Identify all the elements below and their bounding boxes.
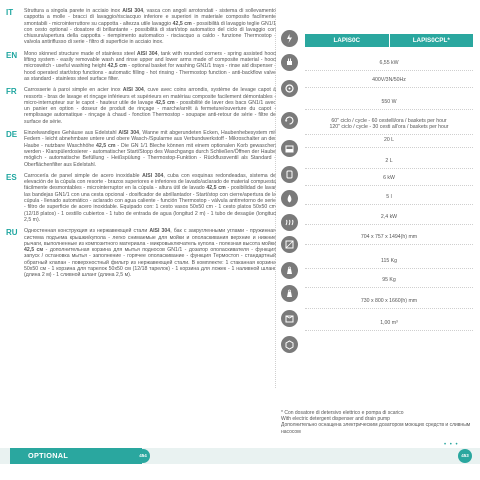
volume-icon [281, 336, 298, 353]
lang-block-en [6, 51, 276, 82]
row-divider [305, 185, 473, 186]
dimensions-icon [281, 236, 298, 253]
row-divider [305, 147, 473, 148]
spec-value: 20 L [383, 137, 395, 143]
lang-text: Одностенная конструкция из нержавеющей стали AISI 304, бак с закругленными углами - пружинная система подъема крышки/купола - легко снимаемые для мойки и ополаскивания верхние и нижние рычаги, выполненные из композитного материала - микровыключатель купола - полезная высота мойки 42,5 см - дополнительная корзина для мытья подносов GN1/1 - дозатор ополаскивателя - функция запуск / остановка мытья - заполнение - горячее ополаскивание - функция Термостоп - стандартный обратный клапан - поверхностный фильтр из нержавеющей стали. В комплекте: 1 стаканная корзина 50x50 см - 1 корзина для тарелок 50x50 см (12/18 тарелок) - 1 корзина для ложек - 1 наливной шланг (длина 2 м) - 1 сливной шланг (длина 2,5 м). [24, 228, 276, 279]
lang-code: EN [6, 50, 18, 60]
spec-value: 60" ciclo / cycle - 60 cestelli/ora / baskets per hour [331, 118, 447, 124]
lang-block-de [6, 130, 276, 168]
footnote-text: * Con dosatore di detersivo elettrico e pompa di scarico With electric detergent dispenser and drain pump Дополнительно оснащена электрическим дозатором моющих средств и сливным насосом [281, 410, 471, 435]
lang-code: RU [6, 228, 18, 238]
column-divider [275, 8, 276, 388]
description-column [6, 8, 276, 284]
column-header-lapis0c: LAPIS0C [333, 37, 361, 44]
lang-block-fr [6, 87, 276, 125]
lang-text: Carrocería de panel simple de acero inoxidable AISI 304, cuba con esquinas redondeadas, sistema de elevación de la cúpula con resorte - brazos superiores e inferiores de lavado/aclarado de material compuesta fácilmente desmontables - microinterruptor en la cúpula - altura útil de lavado 42,5 cm - posibilidad de lavar las bandejas GN1/1 con una cesta opcional - dosificador de abrillantador - Start/stop con cierre/apertura de la cúpula - llenado automático - aclarado con agua caliente - función Thermostop - válvula antirretorno de serie - filtro de superficie de acero inoxidable. Equipado con: 1 cesto vasos 50x50 cm - 1 cesto platos 50x50 cm (12/18 platos) - 1 cestillo cubiertos - 1 tubo de entrada de agua (longitud 2 m) - 1 tubo de desagüe (longitud 2,5 m). [24, 172, 277, 223]
column-header-lapis0cpl: LAPIS0CPL* [412, 37, 450, 44]
spec-value: 704 x 757 x 1494(h) mm [360, 234, 418, 240]
spec-table-header [305, 34, 473, 47]
section-label-optional: OPTIONAL [10, 448, 142, 464]
row-divider [305, 204, 473, 205]
row-divider [305, 109, 473, 110]
decorative-dots: • • • [444, 442, 459, 448]
plug-icon [281, 54, 298, 71]
spec-value: 115 Kg [380, 258, 398, 264]
spec-row [305, 298, 473, 309]
row-divider [305, 330, 473, 331]
page-number-right: 453 [458, 449, 472, 463]
spec-value: 2 L [385, 158, 393, 164]
spec-row [305, 99, 473, 110]
row-divider [305, 134, 473, 135]
row-divider [305, 287, 473, 288]
lang-text: Mono skinned structure made of stainless steel AISI 304, tank with rounded corners - spring assisted hood lifting system - easily removable wash and rinse upper and lower arms made of composite material - hood microswitch - useful washing height 42,5 cm - optional basket for washing GN1/1 trays - rinse aid dispenser - hood operated start/stop functions - automatic filling - hot rinsing - Thermostop function - anti-backflow valve as standard - stainless steel surface filter. [24, 50, 276, 82]
row-divider [305, 308, 473, 309]
spec-row [305, 158, 473, 169]
row-divider [305, 70, 473, 71]
lang-code: FR [6, 87, 17, 97]
spec-value: 5 l [386, 194, 392, 200]
heater-icon [281, 214, 298, 231]
net-weight-icon [281, 285, 298, 302]
row-divider [305, 87, 473, 88]
row-divider [305, 224, 473, 225]
spec-row [305, 118, 473, 135]
spec-row [305, 320, 473, 331]
spec-row [305, 175, 473, 186]
spec-row [305, 77, 473, 88]
spec-value: 6,55 kW [379, 60, 399, 66]
spec-value: 400V/3N/50Hz [372, 77, 406, 83]
lang-text: Einzelwandiges Gehäuse aus Edelstahl AISI 304, Wanne mit abgerundeten Ecken, Haubenhebesystem mit Federn - leicht abnehmbare untere und obere Wasch-/Spularme aus Verbundwerkstoff - Mikroschalter an der Haube - nutzbare Waschhöhe 42,5 cm - Die GN 1/1 Bleche können mit einem optionalen Korb gewaschen werden - Klarspülerdosierer - automatischer Start/Stopp des Waschgangs durch Schließen/Öffnen der Haube möglich - automatische Befüllung - Heißspülung - Thermostop-Funktion - Rückflussventil als Standard - Oberflächenfilter aus Edelstahl. [24, 130, 276, 168]
lang-text: Struttura a singola parete in acciaio inox AISI 304, vasca con angoli arrotondati - sistema di sollevamento cappotta a molle - bracci di lavaggio/risciacquo inferiore e superiori in materiale composito facilmente smontabili - microinterruttore su cappotta - altezza utile lavaggio 42,5 cm - possibilità di lavaggio teglie GN1/1 con cesto optional - dosatore di brillantante - possibilità di start/stop automatico del ciclo di lavaggio con chiusura/apertura della cappotta - riempimento automatico - risciacquo a caldo - funzione Thermostop - valvola antiriflusso di serie - filtro di superficie in acciaio inox. [24, 8, 277, 46]
motor-icon [281, 80, 298, 97]
footnote [281, 410, 471, 435]
spec-row [305, 234, 473, 245]
lang-block-es [6, 173, 276, 223]
spec-row [305, 137, 473, 148]
rinse-icon [281, 190, 298, 207]
tank-icon [281, 140, 298, 157]
lang-block-ru [6, 228, 276, 278]
spec-value: 730 x 800 x 1660(h) mm [360, 298, 418, 304]
spec-row [305, 214, 473, 225]
cycle-icon [281, 112, 298, 129]
spec-row [305, 277, 473, 288]
page-number-left: 454 [136, 449, 150, 463]
spec-value: 6 kW [383, 175, 395, 181]
spec-value: 2,4 kW [380, 214, 398, 220]
spec-row [305, 258, 473, 269]
spec-row [305, 60, 473, 71]
lang-block-it [6, 8, 276, 46]
lang-code: ES [6, 172, 17, 182]
spec-value: 95 Kg [382, 277, 396, 283]
spec-value: 550 W [381, 99, 397, 105]
spec-value: 120" ciclo / cycle - 30 cesti all'ora / baskets per hour [329, 124, 449, 130]
row-divider [305, 268, 473, 269]
boiler-icon [281, 166, 298, 183]
power-icon [281, 30, 298, 47]
lang-text: Carrosserie à paroi simple en acier inox AISI 304, cuve avec coins arrondis, système de levage capot à ressorts - bras de lavage et rinçage inférieurs et supérieurs en matériau composite facilement démontables - micro-interrupteur sur le capot - hauteur utile de lavage 42,5 cm - possibilité de laver des bacs GN1/1 avec un panier en option - doseur de produit de rinçage - marche/arrêt à fermeture/ouverture du capot - remplissage automatique - rinçage à chaud - fonction Thermostop - soupape anti-retour de série - filtre de surface de série. [24, 87, 276, 125]
spec-value: 1,00 m³ [380, 320, 398, 326]
package-icon [281, 310, 298, 327]
lang-code: IT [6, 8, 14, 17]
row-divider [305, 244, 473, 245]
gross-weight-icon [281, 262, 298, 279]
spec-row [305, 194, 473, 205]
row-divider [305, 168, 473, 169]
lang-code: DE [6, 130, 18, 140]
